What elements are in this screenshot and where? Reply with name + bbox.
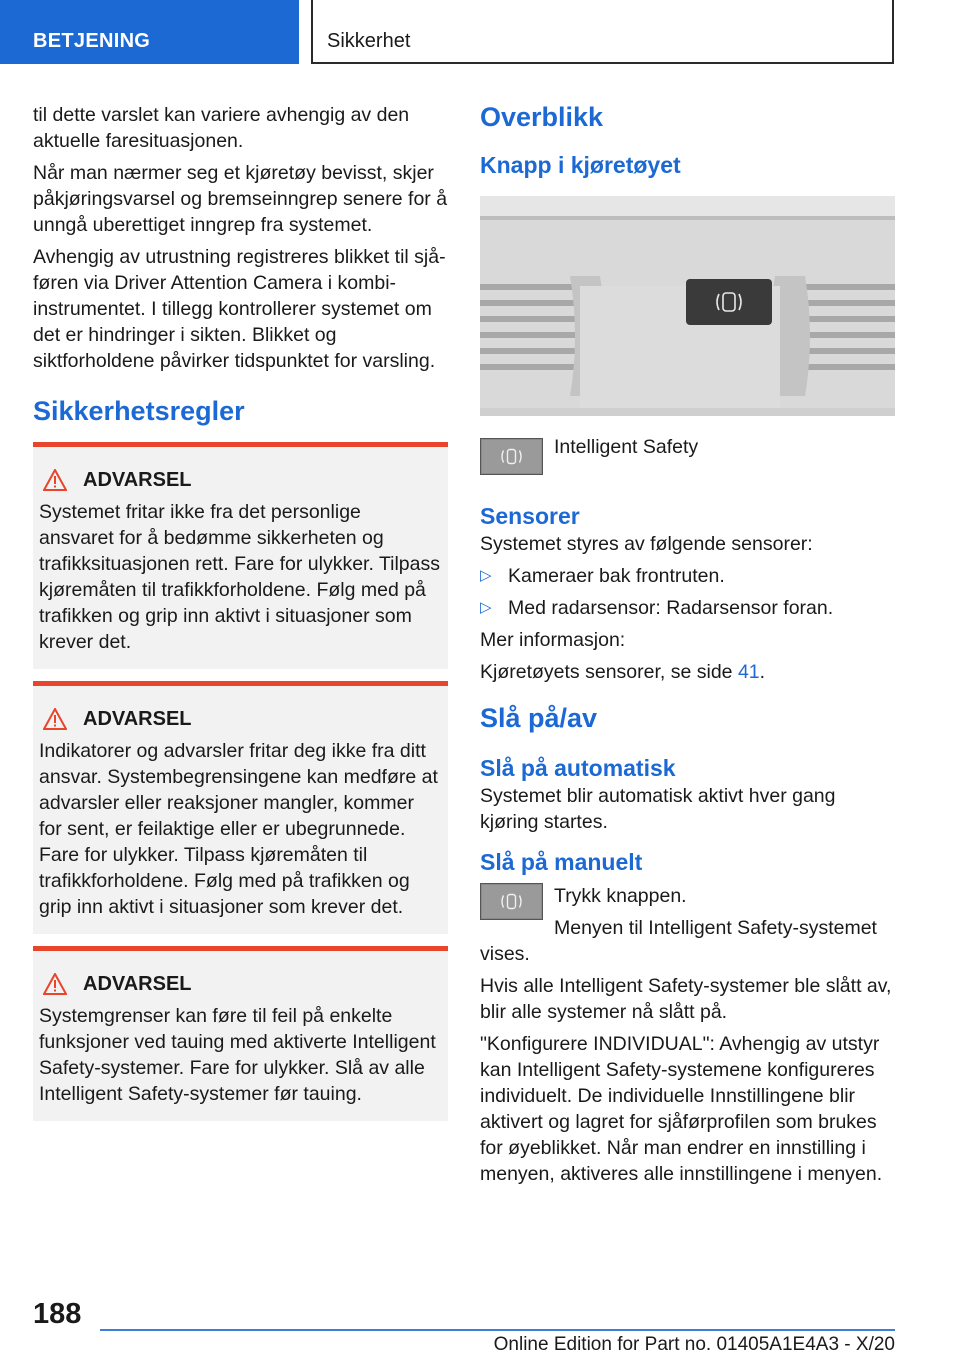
cross-reference-end: . <box>759 661 766 683</box>
warning-title: ADVARSEL <box>83 469 192 491</box>
right-column <box>480 100 895 1193</box>
paragraph: Systemet styres av følgende sensorer: <box>480 533 813 555</box>
header-section-tab <box>0 0 299 64</box>
header-chapter-tab <box>311 0 894 64</box>
list-item-text: Med radarsensor: Radarsensor foran. <box>508 597 834 619</box>
warning-triangle-icon <box>43 708 67 730</box>
page-number: 188 <box>33 1298 82 1330</box>
bullet-triangle-icon: ▷ <box>480 599 492 616</box>
heading-knapp: Knapp i kjøretøyet <box>480 152 681 178</box>
paragraph: Mer informasjon: <box>480 629 626 651</box>
button-caption: Intelligent Safety <box>554 436 699 458</box>
page-link[interactable]: 41 <box>737 661 760 683</box>
paragraph: til dette varslet kan variere avhengig av den aktuelle faresituasjonen. <box>33 104 410 152</box>
footer-divider <box>100 1329 895 1331</box>
cross-reference-text: Kjøretøyets sensorer, se side <box>480 661 738 683</box>
warning-title: ADVARSEL <box>83 973 192 995</box>
list-item-text: Kameraer bak frontruten. <box>508 565 725 587</box>
paragraph: "Konfigurere INDIVIDUAL": Avhengig av utstyr kan Intelligent Safety-systemene konfigureres individuelt. De individuelle Innstillingene blir aktivert og lagret for sjåførprofilen som brukes for øyeblikket. Når man endrer en innstilling i menyen, aktiveres alle innstillingene i menyen. <box>480 1033 883 1185</box>
paragraph: Trykk knappen. <box>554 885 687 907</box>
paragraph: Hvis alle Intelligent Safety-systemer ble slått av, blir alle systemer nå slått på. <box>480 975 892 1023</box>
intelligent-safety-button-icon <box>480 438 543 475</box>
intelligent-safety-button-icon <box>480 883 543 920</box>
warning-title: ADVARSEL <box>83 708 192 730</box>
header-chapter-label: Sikkerhet <box>327 30 411 52</box>
paragraph: Når man nærmer seg et kjøretøy bevisst, skjer påkjøringsvarsel og bremseinngrep senere for å unngå uberettiget inngrep fra systemet. <box>33 162 448 236</box>
paragraph: Avhengig av utrustning registreres blikket til sjåføren via Driver Attention Camera i kombi-instrumentet. I tillegg kontrollerer systemet om det er hindringer i sikten. Blikket og siktforholdene påvirker tidspunktet for varsling. <box>33 246 446 372</box>
bullet-triangle-icon: ▷ <box>480 567 492 584</box>
left-column <box>33 102 448 1121</box>
paragraph: Systemet blir automatisk aktivt hver gang kjøring startes. <box>480 785 836 833</box>
warning-box <box>33 946 448 1121</box>
warning-triangle-icon <box>43 469 67 491</box>
footer-edition: Online Edition for Part no. 01405A1E4A3 - X/20 <box>493 1334 895 1355</box>
warning-box <box>33 442 448 669</box>
list-item <box>480 595 895 621</box>
warning-text: Systemgrenser kan føre til feil på enkelte funksjoner ved tauing med aktiverte Intelligent Safety-systemer. Fare for ulykker. Slå av alle Intelligent Safety-systemer før tauing. <box>39 1005 436 1105</box>
heading-manuelt: Slå på manuelt <box>480 849 643 875</box>
list-item <box>480 563 895 589</box>
warning-text: Systemet fritar ikke fra det personlige ansvaret for å bedømme sikkerheten og trafikksituasjonen rett. Fare for ulykker. Tilpass kjøremåten til trafikkforholdene. Følg med på trafikken og grip inn aktivt i situasjoner som krever det. <box>39 501 440 653</box>
heading-overblikk: Overblikk <box>480 102 604 132</box>
warning-triangle-icon <box>43 973 67 995</box>
heading-automatisk: Slå på automatisk <box>480 755 676 781</box>
heading-sikkerhetsregler: Sikkerhetsregler <box>33 396 245 426</box>
heading-sla-pa-av: Slå på/av <box>480 703 598 733</box>
header-section-label: BETJENING <box>33 30 151 52</box>
warning-text: Indikatorer og advarsler fritar deg ikke fra ditt ansvar. Systembegrensingene kan medføre at advarsler eller reaksjoner mangler, kommer for sent, er feilaktige eller er ubegrunnede. Fare for ulykker. Tilpass kjøremåten til trafikkforholdene. Følg med på trafikken og grip inn aktivt i situasjoner som krever det. <box>39 740 438 918</box>
cross-reference <box>480 659 895 685</box>
paragraph: Menyen til Intelligent Safety-systemet vises. <box>480 917 877 965</box>
warning-box <box>33 681 448 934</box>
dashboard-button-photo <box>480 196 895 416</box>
heading-sensorer: Sensorer <box>480 503 580 529</box>
